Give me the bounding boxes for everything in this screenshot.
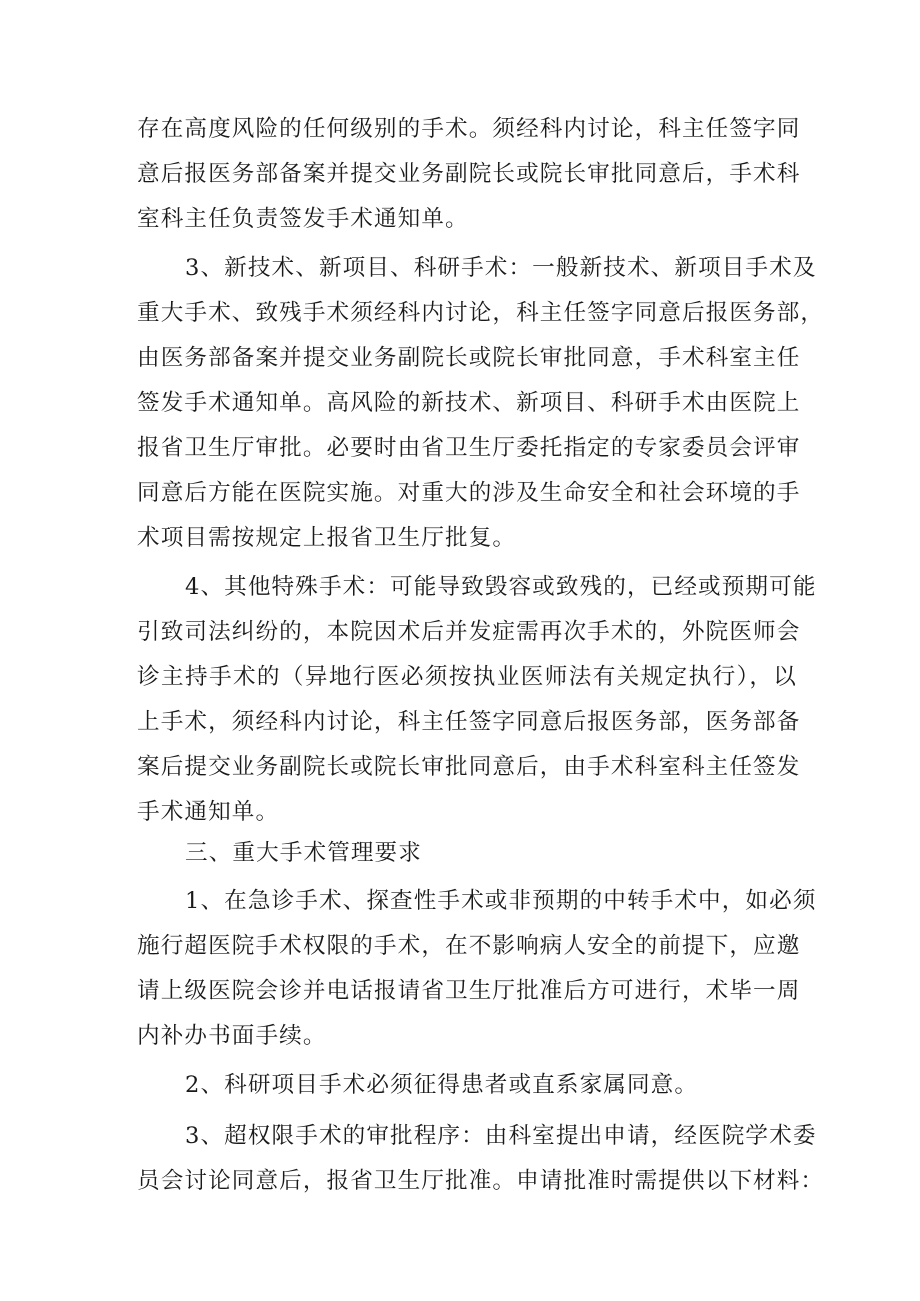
section-heading: 三、重大手术管理要求 bbox=[185, 840, 422, 866]
text-line: 4、其他特殊手术：可能导致毁容或致残的，已经或预期可能 bbox=[185, 574, 817, 600]
text-line: 案后提交业务副院长或院长审批同意后，由手术科室科主任签发 bbox=[137, 754, 801, 780]
text-line: 意后报医务部备案并提交业务副院长或院长审批同意后，手术科 bbox=[137, 161, 801, 187]
text-line: 引致司法纠纷的，本院因术后并发症需再次手术的，外院医师会 bbox=[137, 619, 801, 645]
text-line: 内补办书面手续。 bbox=[137, 1023, 327, 1049]
text-line: 3、新技术、新项目、科研手术：一般新技术、新项目手术及 bbox=[185, 255, 817, 281]
text-line: 施行超医院手术权限的手术，在不影响病人安全的前提下，应邀 bbox=[137, 933, 801, 959]
text-line: 员会讨论同意后，报省卫生厅批准。申请批准时需提供以下材料： bbox=[137, 1168, 825, 1194]
text-line: 重大手术、致残手术须经科内讨论，科主任签字同意后报医务部， bbox=[137, 300, 825, 326]
text-line: 存在高度风险的任何级别的手术。须经科内讨论，科主任签字同 bbox=[137, 116, 801, 142]
text-line: 请上级医院会诊并电话报请省卫生厅批准后方可进行，术毕一周 bbox=[137, 978, 801, 1004]
text-line: 2、科研项目手术必须征得患者或直系家属同意。 bbox=[185, 1072, 699, 1098]
text-line: 上手术，须经科内讨论，科主任签字同意后报医务部，医务部备 bbox=[137, 709, 801, 735]
text-line: 3、超权限手术的审批程序：由科室提出申请，经医院学术委 bbox=[185, 1123, 817, 1149]
text-line: 术项目需按规定上报省卫生厅批复。 bbox=[137, 525, 517, 551]
text-line: 1、在急诊手术、探查性手术或非预期的中转手术中，如必须 bbox=[185, 888, 817, 914]
text-line: 室科主任负责签发手术通知单。 bbox=[137, 206, 469, 232]
text-line: 手术通知单。 bbox=[137, 799, 280, 825]
text-line: 诊主持手术的（异地行医必须按执业医师法有关规定执行），以 bbox=[137, 664, 797, 690]
text-line: 同意后方能在医院实施。对重大的涉及生命安全和社会环境的手 bbox=[137, 480, 801, 506]
text-line: 报省卫生厅审批。必要时由省卫生厅委托指定的专家委员会评审 bbox=[137, 435, 801, 461]
text-line: 签发手术通知单。高风险的新技术、新项目、科研手术由医院上 bbox=[137, 390, 801, 416]
text-line: 由医务部备案并提交业务副院长或院长审批同意，手术科室主任 bbox=[137, 345, 801, 371]
